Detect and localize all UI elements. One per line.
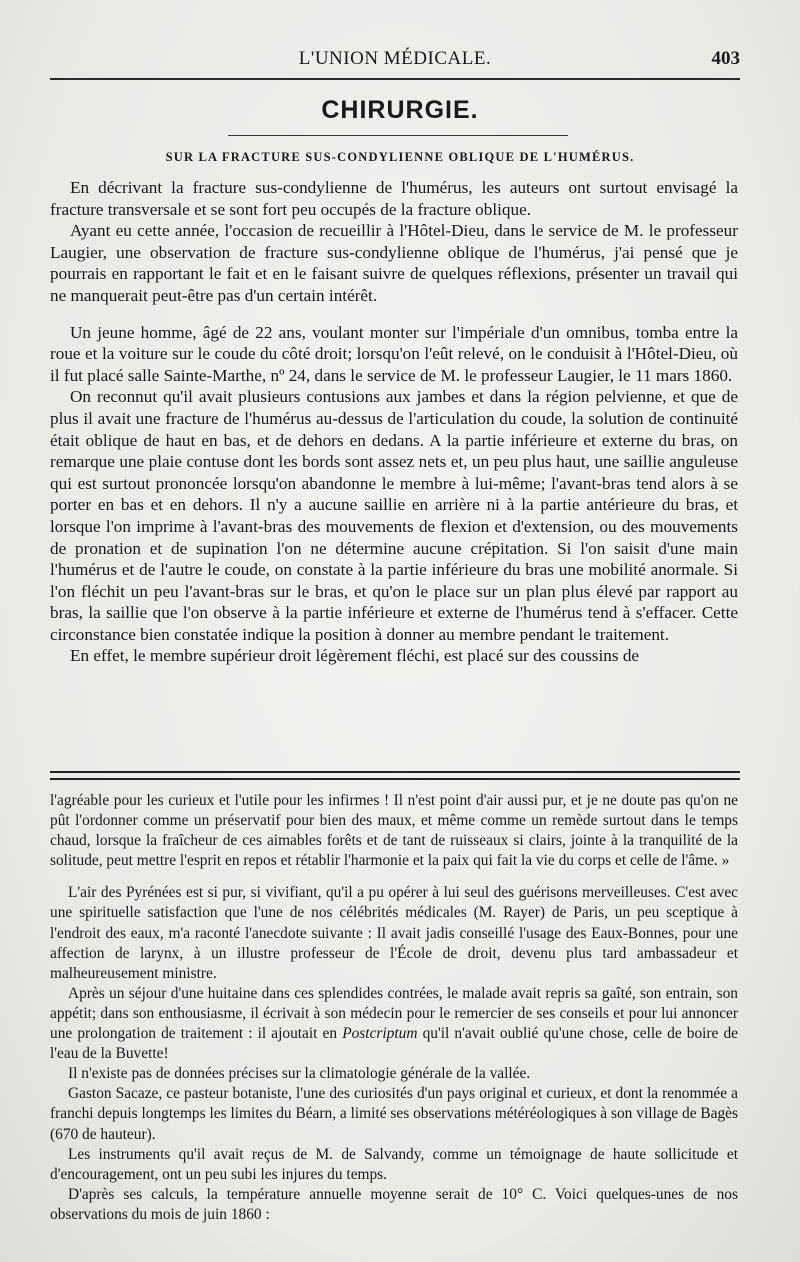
article-paragraph: En effet, le membre supérieur droit légèrement fléchi, est placé sur des coussins de (70, 646, 640, 666)
feuilleton-separator (50, 771, 740, 780)
feuilleton-text: qu'il n'avait oublié qu'une chose, celle de boire de l'eau de la Buvette! (50, 1025, 739, 1063)
feuilleton-section (50, 791, 738, 1225)
postscriptum-word: Postcriptum (342, 1025, 418, 1043)
article-paragraph: On reconnut qu'il avait plusieurs contusions aux jambes et dans la région pelvienne, et que de plus il avait une fracture de l'humérus au-dessus de l'articulation du coude, la solution de continuité était oblique de haut en bas, et de dehors en dedans. A la partie inférieure et externe du bras, on remarque une plaie contuse dont les bords sont assez nets et, un peu plus haut, une saillie anguleuse qui est surtout prononcée lorsqu'on abandonne le membre à lui-même; l'avant-bras tend alors à se porter en bas et en dehors. Il n'y a aucune saillie en arrière ni à la partie antérieure du bras, et lorsque l'on imprime à l'avant-bras des mouvements de flexion et d'extension, ou des mouvements de pronation et de supination l'on ne détermine aucune crépitation. Si l'on saisit d'une main l'humérus et de l'autre le coude, on constate à la partie inférieure du bras une mobilité anormale. Si l'on fléchit un peu l'avant-bras sur le bras, et qu'on le place sur un plan plus élevé par rapport au bras, la saillie que l'on observe à la partie inférieure et externe de l'humérus tend à s'effacer. Cette circonstance bien constatée indique la position à donner au membre pendant le traitement. (50, 387, 738, 644)
feuilleton-paragraph: l'agréable pour les curieux et l'utile pour les infirmes ! Il n'est point d'air aussi pur, et je ne doute pas qu'on ne pût l'ordonner comme un préservatif pour bien des maux, et même comme un remède surtout dans le temps chaud, lorsque la fraîcheur de ces aimables forêts et de tant de ruisseaux si clairs, jointe à la tranquilité de la solitude, peut mettre l'esprit en repos et rétablir l'harmonie et la paix qui fait la vie du corps et celle de l'âme. » (50, 792, 738, 870)
running-title: L'UNION MÉDICALE. (298, 48, 492, 69)
title-rule (228, 135, 568, 136)
feuilleton-paragraph: L'air des Pyrénées est si pur, si vivifiant, qu'il a pu opérer à lui seul des guérisons merveilleuses. C'est avec une spirituelle satisfaction que l'une de nos célébrités médicales (M. Rayer) de Paris, un peu sceptique à l'endroit des eaux, m'a raconté l'anecdote suivante : Il avait jadis conseillé l'usage des Eaux-Bonnes, pour une affection de larynx, à un illustre professeur de l'École de droit, devenu plus tard ambassadeur et malheureusement ministre. (50, 884, 738, 982)
article-paragraph: En décrivant la fracture sus-condylienne de l'humérus, les auteurs ont surtout envisagé la fracture transversale et se sont fort peu occupés de la fracture oblique. (50, 178, 738, 219)
page-header (50, 46, 740, 74)
feuilleton-paragraph: Gaston Sacaze, ce pasteur botaniste, l'une des curiosités d'un pays original et curieux, et dont la renommée a franchi depuis longtemps les limites du Béarn, a limité ses observations météréologiques à son village de Bagès (670 de hauteur). (50, 1085, 738, 1143)
feuilleton-paragraph (50, 984, 738, 1064)
page-number: 403 (711, 48, 740, 69)
article-subtitle: SUR LA FRACTURE SUS-CONDYLIENNE OBLIQUE DE L'HUMÉRUS. (165, 150, 635, 164)
article-paragraph: Un jeune homme, âgé de 22 ans, voulant monter sur l'impériale d'un omnibus, tomba entre la roue et la voiture sur le coude du côté droit; lorsqu'on l'eût relevé, on le conduisit à l'Hôtel-Dieu, où il fut placé salle Sainte-Marthe, nº 24, dans le service de M. le professeur Laugier, le 11 mars 1860. (50, 322, 738, 385)
header-rule (50, 78, 740, 80)
feuilleton-paragraph: Il n'existe pas de données précises sur la climatologie générale de la vallée. (68, 1065, 531, 1083)
feuilleton-paragraph: D'après ses calculs, la température annuelle moyenne serait de 10° C. Voici quelques-unes de nos observations du mois de juin 1860 : (50, 1185, 738, 1223)
article-paragraph: Ayant eu cette année, l'occasion de recueillir à l'Hôtel-Dieu, dans le service de M. le professeur Laugier, une observation de fracture sus-condylienne oblique de l'humérus, j'ai pensé que je pourrais en rapportant le fait et en le faisant suivre de quelques réflexions, présenter un travail qui ne manquerait peut-être pas d'un certain intérêt. (50, 221, 738, 305)
article-body (50, 177, 738, 667)
feuilleton-text: Après un séjour d'une huitaine dans ces splendides contrées, le malade avait repris sa gaîté, son entrain, son appétit; dans son enthousiasme, il écrivait à son médecin pour le remercier de ses conseils et pour lui annoncer une prolongation de traitement : il ajoutait en (50, 984, 738, 1043)
feuilleton-paragraph: Les instruments qu'il avait reçus de M. de Salvandy, comme un témoignage de haute sollicitude et d'encouragement, ont un peu subi les injures du temps. (50, 1145, 738, 1183)
section-title: CHIRURGIE. (321, 96, 479, 124)
